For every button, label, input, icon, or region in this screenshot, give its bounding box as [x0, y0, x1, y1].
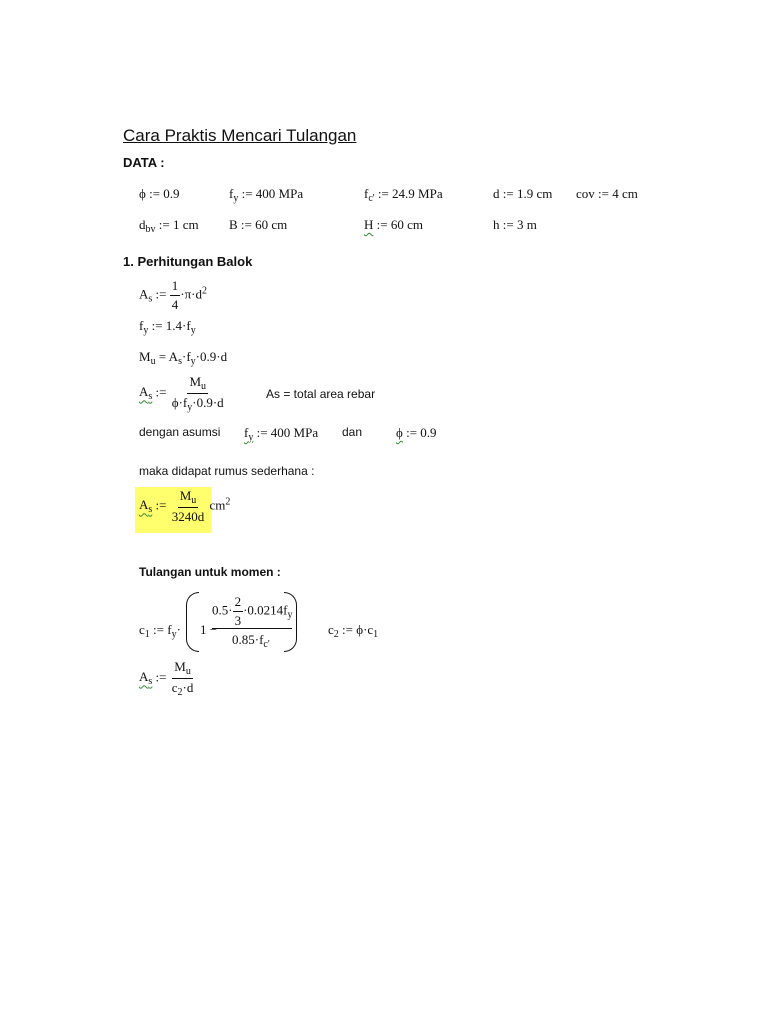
c1-one-minus: 1 − [200, 622, 218, 637]
phi-definition: ϕ := 0.9 [139, 186, 180, 201]
c1-fraction-bar [212, 628, 292, 629]
as-area-formula: $A_s$ := $\frac{1}{4}$ $\cdot\pi\cdot d^2$ [139, 278, 207, 312]
fy-factor-formula: $f_y$ := $1.4\cdot f_y$ [139, 318, 196, 336]
assumption-phi: ϕ := 0.9 [396, 425, 437, 440]
dan-label: dan [342, 425, 363, 439]
page-title: Cara Praktis Mencari Tulangan [123, 126, 357, 145]
fy-definition: $f_y$ := 400 MPa [229, 186, 304, 204]
d-definition: d := 1.9 cm [493, 186, 553, 201]
simplified-label: maka didapat rumus sederhana : [139, 464, 315, 478]
cov-definition: cov := 4 cm [576, 186, 638, 201]
c1-lhs: $c_1$ := $f_y\cdot$ [139, 622, 181, 640]
as-note: As = total area rebar [266, 387, 376, 401]
c1-denominator: $0.85\cdot f_{c'}$ [232, 632, 270, 650]
data-heading: DATA : [123, 155, 165, 170]
simplified-as-formula: $A_s$ := $\frac{M_u}{3240d}$ $cm^2$ [139, 488, 231, 524]
assumption-fy: $f_y$ := 400 MPa [244, 425, 319, 443]
h-upper-definition: H := 60 cm [364, 217, 423, 232]
mu-formula: $M_u = A_s\cdot f_y\cdot 0.9\cdot d$ [139, 349, 228, 367]
c2-formula: $c_2$ := $\phi\cdot c_1$ [328, 622, 379, 640]
dbv-definition: $d_{bv}$ := 1 cm [139, 217, 199, 235]
assumption-label: dengan asumsi [139, 425, 221, 439]
as-solve-formula: $A_s$ := $\frac{M_u}{\phi\cdot f_y\cdot 0.9\cdot d}$ [139, 374, 224, 413]
h-lower-definition: h := 3 m [493, 217, 537, 232]
section-heading: 1. Perhitungan Balok [123, 254, 253, 269]
moment-heading: Tulangan untuk momen : [139, 565, 281, 579]
b-definition: B := 60 cm [229, 217, 288, 232]
c1-numerator: 0.5· $\frac{2}{3}$ $\cdot 0.0214f_y$ [212, 594, 293, 628]
fc-definition: $f_{c'}$ := 24.9 MPa [364, 186, 443, 204]
as-c2-formula: $A_s$ := $\frac{M_u}{c_2\cdot d}$ [139, 659, 194, 698]
left-parenthesis [186, 592, 199, 652]
